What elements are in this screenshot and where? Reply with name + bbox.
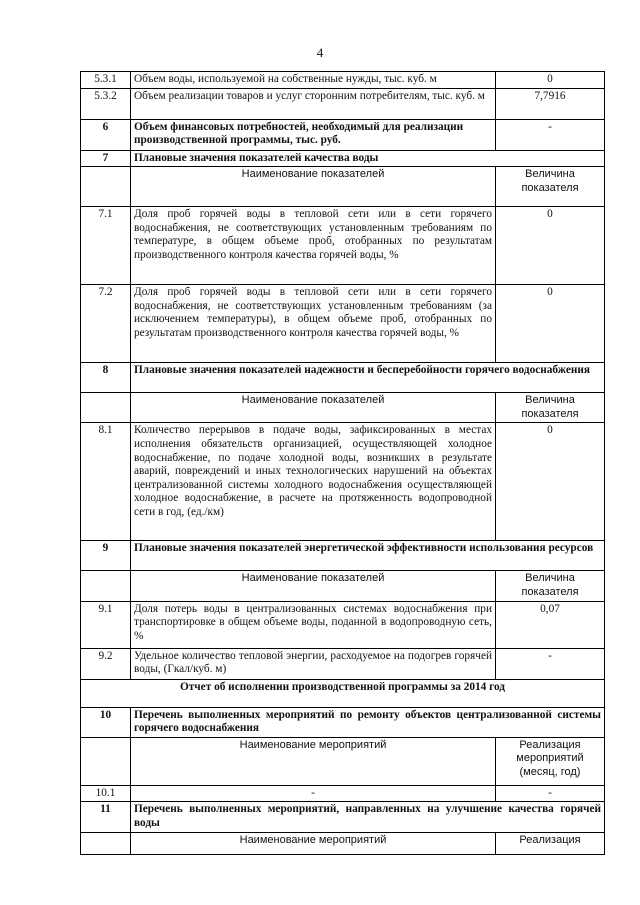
section-title: Перечень выполненных мероприятий, направленных на улучшение качества горячей воды [131, 802, 605, 832]
row-value: 7,7916 [496, 88, 605, 119]
section-number: 9 [81, 541, 131, 571]
column-header-name: Наименование показателей [131, 393, 496, 423]
row-text: - [131, 785, 496, 802]
row-value: 0 [496, 423, 605, 541]
row-number: 7.2 [81, 285, 131, 363]
row-text: Доля потерь воды в централизованных системах водоснабжения при транспортировке в общем объеме воды, поданной в водопроводную сеть, % [131, 601, 496, 648]
row-number: 8.1 [81, 423, 131, 541]
section-title: Плановые значения показателей качества воды [131, 150, 605, 167]
section-title: Перечень выполненных мероприятий по ремонту объектов централизованной системы горячего водоснабжения [131, 707, 605, 737]
section-row [81, 707, 605, 737]
row-number: 9.2 [81, 648, 131, 679]
subheader-row [81, 167, 605, 207]
column-header-value: Величина показателя [496, 393, 605, 423]
row-text: Удельное количество тепловой энергии, расходуемое на подогрев горячей воды, (Гкал/куб. м) [131, 648, 496, 679]
table-row [81, 207, 605, 285]
subheader-row [81, 571, 605, 601]
empty-cell [81, 571, 131, 601]
row-value: - [496, 119, 605, 150]
row-number: 9.1 [81, 601, 131, 648]
column-header-name: Наименование мероприятий [131, 832, 496, 854]
production-program-table [80, 71, 605, 855]
row-text: Объем воды, используемой на собственные нужды, тыс. куб. м [131, 72, 496, 89]
column-header-name: Наименование показателей [131, 167, 496, 207]
section-row [81, 363, 605, 393]
section-row [81, 802, 605, 832]
column-header-name: Наименование показателей [131, 571, 496, 601]
empty-cell [81, 832, 131, 854]
table-row [81, 119, 605, 150]
row-text: Доля проб горячей воды в тепловой сети или в сети горячего водоснабжения, не соответствующих установленным требованиям (за исключением температуры), в общем объеме проб, отобранных по результатам производственного контроля качества горячей воды, % [131, 285, 496, 363]
row-value: - [496, 785, 605, 802]
column-header-value: Величина показателя [496, 571, 605, 601]
section-row [81, 541, 605, 571]
row-text: Объем финансовых потребностей, необходимый для реализации производственной программы, тыс. руб. [131, 119, 496, 150]
row-value: 0,07 [496, 601, 605, 648]
report-title: Отчет об исполнении производственной программы за 2014 год [81, 679, 605, 707]
column-header-name: Наименование мероприятий [131, 737, 496, 785]
section-title: Плановые значения показателей энергетической эффективности использования ресурсов [131, 541, 605, 571]
section-number: 8 [81, 363, 131, 393]
row-number: 6 [81, 119, 131, 150]
empty-cell [81, 167, 131, 207]
column-header-value: Величина показателя [496, 167, 605, 207]
table-row [81, 285, 605, 363]
section-number: 11 [81, 802, 131, 832]
section-number: 10 [81, 707, 131, 737]
row-value: - [496, 648, 605, 679]
row-text: Доля проб горячей воды в тепловой сети или в сети горячего водоснабжения, не соответствующих установленным требованиям по температуре, в общем объеме проб, отобранных по результатам производственного контроля качества горячей воды, % [131, 207, 496, 285]
subheader-row [81, 737, 605, 785]
page-number: 4 [316, 45, 324, 60]
table-row [81, 601, 605, 648]
section-number: 7 [81, 150, 131, 167]
subheader-row [81, 832, 605, 854]
report-title-row [81, 679, 605, 707]
table-row [81, 423, 605, 541]
row-number: 10.1 [81, 785, 131, 802]
table-row [81, 88, 605, 119]
row-text: Количество перерывов в подаче воды, зафиксированных в местах исполнения обязательств организацией, осуществляющей холодное водоснабжение, по подаче холодной воды, возникших в результате аварий, повреждений и иных технологических нарушений на объектах централизованной системы холодного водоснабжения осуществляющей холодное водоснабжение, в расчете на протяженность водопроводной сети в год, (ед./км) [131, 423, 496, 541]
row-number: 5.3.2 [81, 88, 131, 119]
row-text: Объем реализации товаров и услуг сторонним потребителям, тыс. куб. м [131, 88, 496, 119]
table-row [81, 785, 605, 802]
row-value: 0 [496, 207, 605, 285]
column-header-value: Реализация мероприятий (месяц, год) [496, 737, 605, 785]
row-number: 5.3.1 [81, 72, 131, 89]
column-header-value: Реализация [496, 832, 605, 854]
section-row [81, 150, 605, 167]
table-row [81, 648, 605, 679]
empty-cell [81, 393, 131, 423]
empty-cell [81, 737, 131, 785]
row-value: 0 [496, 285, 605, 363]
row-number: 7.1 [81, 207, 131, 285]
table-row [81, 72, 605, 89]
section-title: Плановые значения показателей надежности и бесперебойности горячего водоснабжения [131, 363, 605, 393]
row-value: 0 [496, 72, 605, 89]
subheader-row [81, 393, 605, 423]
